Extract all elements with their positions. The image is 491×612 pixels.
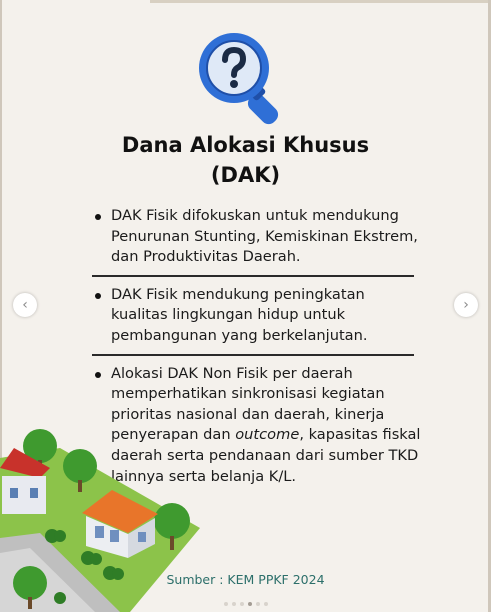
list-item-line: Penurunan Stunting, Kemiskinan Ekstrem, bbox=[111, 227, 418, 245]
source-caption: Sumber : KEM PPKF 2024 bbox=[166, 572, 325, 587]
divider bbox=[92, 354, 414, 356]
page-title: Dana Alokasi Khusus bbox=[121, 133, 370, 157]
carousel-prev-button[interactable] bbox=[13, 293, 37, 317]
carousel-dot[interactable] bbox=[240, 602, 244, 606]
carousel-dot[interactable] bbox=[224, 602, 228, 606]
carousel-next-button[interactable] bbox=[454, 293, 478, 317]
list-item-line: penyerapan dan outcome, kapasitas fiskal bbox=[111, 426, 421, 444]
list-item bbox=[92, 285, 416, 347]
list-item-line: lainnya serta belanja K/L. bbox=[111, 467, 297, 485]
page-title-abbrev: (DAK) bbox=[210, 163, 281, 187]
list-item-line: DAK Fisik mendukung peningkatan bbox=[111, 285, 365, 303]
list-item-line: memperhatikan sinkronisasi kegiatan bbox=[111, 385, 385, 403]
magnifier-question-icon bbox=[196, 30, 292, 130]
list-item-line: DAK Fisik difokuskan untuk mendukung bbox=[111, 207, 399, 224]
top-strip bbox=[150, 0, 491, 3]
list-item-line: pembangunan yang berkelanjutan. bbox=[111, 326, 368, 344]
carousel-dot[interactable] bbox=[232, 602, 236, 606]
list-item-line: Alokasi DAK Non Fisik per daerah bbox=[111, 364, 353, 382]
divider bbox=[92, 275, 414, 277]
list-item bbox=[92, 206, 416, 268]
list-item-line: kualitas lingkungan hidup untuk bbox=[111, 306, 346, 324]
carousel-dots bbox=[0, 591, 491, 610]
chevron-left-icon: ‹ bbox=[22, 297, 28, 313]
carousel-dot[interactable] bbox=[256, 602, 260, 606]
list-item-line: prioritas nasional dan daerah, kinerja bbox=[111, 405, 385, 423]
list-item-line: daerah serta pendanaan dari sumber TKD bbox=[111, 446, 419, 464]
carousel-dot[interactable] bbox=[264, 602, 268, 606]
chevron-right-icon: › bbox=[463, 297, 469, 313]
list-item-line: dan Produktivitas Daerah. bbox=[111, 248, 301, 266]
carousel-dot[interactable] bbox=[248, 602, 252, 606]
